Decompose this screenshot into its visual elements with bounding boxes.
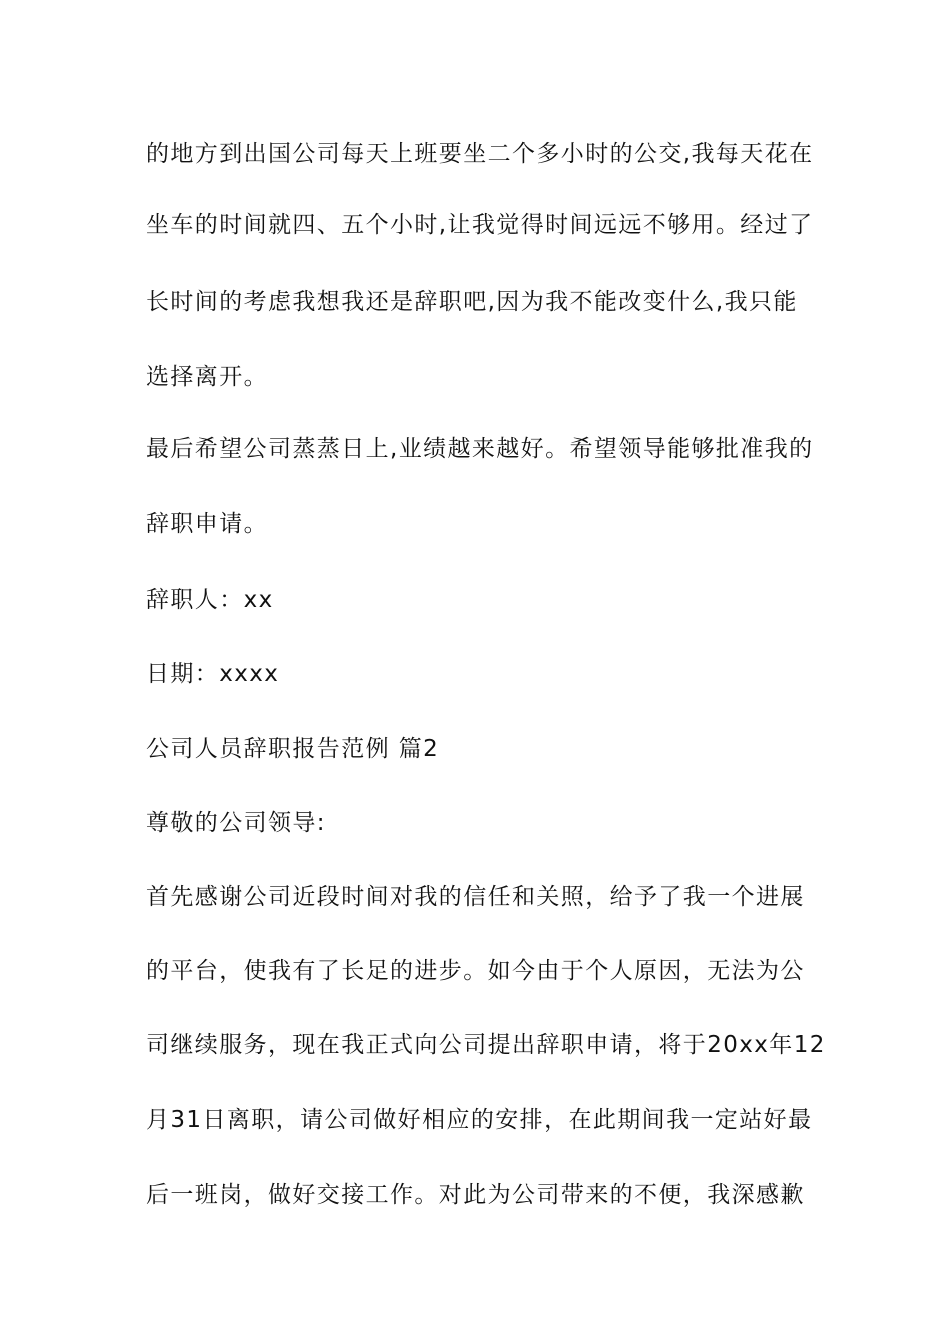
- paragraph-line-1: 的地方到出国公司每天上班要坐二个多小时的公交,我每天花在: [146, 141, 814, 167]
- paragraph-line-7: 首先感谢公司近段时间对我的信任和关照，给予了我一个进展: [146, 884, 805, 910]
- paragraph-line-10: 月31日离职，请公司做好相应的安排，在此期间我一定站好最: [146, 1107, 813, 1133]
- resigner-line: 辞职人：xx: [146, 587, 274, 613]
- paragraph-line-11: 后一班岗，做好交接工作。对此为公司带来的不便，我深感歉: [146, 1182, 805, 1208]
- paragraph-line-5: 最后希望公司蒸蒸日上,业绩越来越好。希望领导能够批准我的: [146, 436, 814, 462]
- paragraph-line-2: 坐车的时间就四、五个小时,让我觉得时间远远不够用。经过了: [146, 212, 814, 238]
- salutation: 尊敬的公司领导:: [146, 810, 326, 836]
- section-heading: 公司人员辞职报告范例 篇2: [146, 736, 440, 762]
- paragraph-line-8: 的平台，使我有了长足的进步。如今由于个人原因，无法为公: [146, 958, 805, 984]
- paragraph-line-3: 长时间的考虑我想我还是辞职吧,因为我不能改变什么,我只能: [146, 289, 798, 315]
- paragraph-line-4: 选择离开。: [146, 364, 268, 390]
- paragraph-line-9: 司继续服务，现在我正式向公司提出辞职申请，将于20xx年12: [146, 1032, 826, 1058]
- date-line: 日期：xxxx: [146, 661, 280, 687]
- paragraph-line-6: 辞职申请。: [146, 511, 268, 537]
